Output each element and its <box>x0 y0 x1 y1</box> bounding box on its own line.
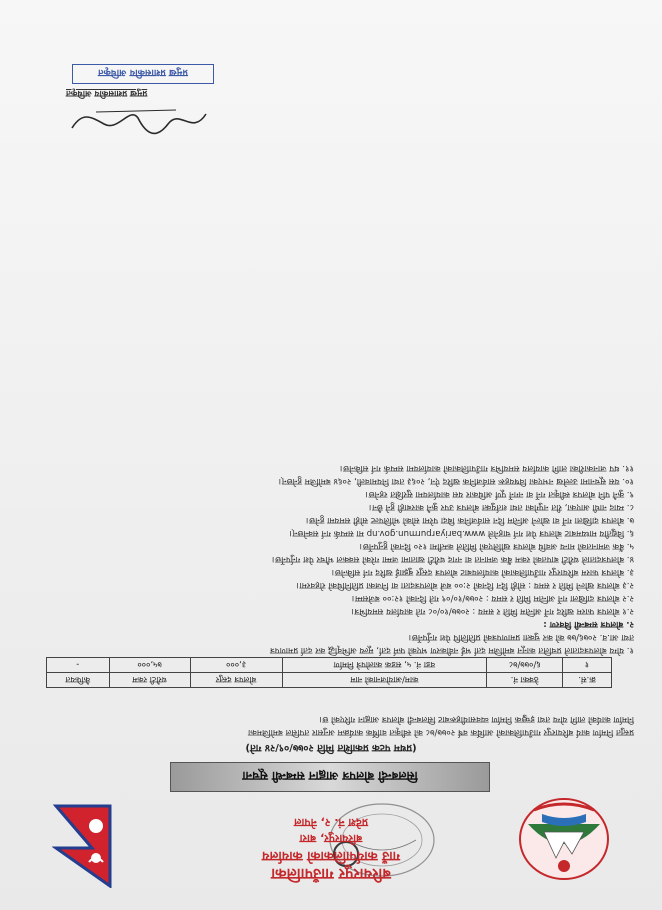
table-header-cell: काम/आयोजनाको नाम <box>282 673 487 688</box>
org-line-3: बरियारपुर, बारा <box>299 832 363 845</box>
org-line-4: प्रदेश नं. २, नेपाल <box>294 816 368 829</box>
office-header <box>40 814 622 884</box>
nepal-flag-icon <box>52 804 114 888</box>
table-cell: ७५,००० <box>109 658 190 673</box>
condition-line: २.३ बोलपत्र खोल्ने मिति र समय : सोही दिन दिनको २:०० बजे बोलपत्रदाता वा निजका प्रतिनिधिको रोहवरमा। <box>296 580 634 590</box>
condition-line: ५. बैंक जमानतको मान्य अवधि बोलपत्र खोलिएको मितिले कम्तीमा १२० दिनको हुनुपर्नेछ। <box>359 541 634 551</box>
table-header-cell: बोलपत्र दस्तुर <box>190 673 282 688</box>
intro-line: निर्माण कार्यको लागि योग्य तथा इच्छुक निर्माण व्यवसायीहरूबाट सिलबन्दी बोलपत्र आह्वान गरिएको छ। <box>319 714 634 724</box>
intro-line: प्रस्तुत निर्माण कार्य बरियारपुर गाउँपालिकाको आर्थिक वर्ष २०७७/७८ को स्वीकृत वार्षिक कार्यक्रम अनुसार तपसिल बमोजिमका <box>248 727 634 737</box>
table-cell: वडा नं. ५, सडक कालोपत्रे निर्माण <box>282 658 487 673</box>
condition-heading: २. बोलपत्र सम्बन्धी विवरण : <box>543 619 634 629</box>
org-line-2: गाउँ कार्यपालिकाको कार्यालय <box>262 848 400 863</box>
conditions-body <box>28 461 634 656</box>
condition-line: ४. बोलपत्रदाताले धरौटी बापतको रकम बैंक जमानत वा नगद धरौटी खातामा जम्मा गरेको सक्कल भौचर पेश गर्नुपर्नेछ। <box>271 554 634 564</box>
condition-line: १. योग्य बोलपत्रदाताले प्रचलित कानून बमोजिम दर्ता भई नवीकरण भएको फर्म दर्ता, मूल्य अभिवृद्धि कर दर्ता प्रमाणपत्र <box>269 645 634 655</box>
signatory-title: प्रमुख प्रशासकीय अधिकृत <box>66 88 148 98</box>
table-row <box>47 658 612 673</box>
table-header-row <box>47 673 612 688</box>
table-header-cell: कैफियत <box>47 673 110 688</box>
condition-line: १०. यस सूचनामा उल्लेख नभएका विषयहरू सार्वजनिक खरिद ऐन, २०६३ तथा नियमावली, २०६४ बमोजिम हुनेछन्। <box>278 476 634 486</box>
designation-stamp: प्रमुख प्रशासकीय अधिकृत <box>72 64 214 84</box>
notice-title: सिलबन्दी बोलपत्र आह्वान सम्बन्धी सूचना <box>170 762 490 792</box>
table-cell: - <box>47 658 110 673</box>
condition-line: ९. कुनै पनि बोलपत्र स्वीकृत गर्ने वा नगर्ने पूर्ण अधिकार यस कार्यालयमा सुरक्षित रहनेछ। <box>365 489 634 499</box>
handwritten-signature-icon <box>66 102 216 142</box>
condition-line: २.१ बोलपत्र फारम खरिद गर्ने अन्तिम मिति र समय : २०७७/१०/०८ गते कार्यालय समयभित्र। <box>351 606 634 616</box>
condition-line: ११. थप जानकारीका लागि कार्यालय समयभित्र गाउँपालिकाको कार्यालयमा सम्पर्क गर्न सकिनेछ। <box>339 463 634 473</box>
table-header-cell: क्र.सं. <box>562 673 611 688</box>
table-header-cell: धरौटी रकम <box>109 673 190 688</box>
table-cell: १ <box>562 658 611 673</box>
table-header-cell: ठेक्का नं. <box>487 673 563 688</box>
condition-line: ८. म्याद नाघी आएका, रीत नपुगेका तथा शर्तयुक्त बोलपत्र उपर कुनै कारबाही हुने छैन। <box>368 502 634 512</box>
publication-date: (प्रथम पटक प्रकाशित मिति २०७७/०९/२४ गते) <box>245 742 417 753</box>
condition-line: ७. बोलपत्र दाखिला गर्ने वा खोल्ने अन्तिम दिन सार्वजनिक बिदा परेमा सोको भोलिपल्ट सोही समयमा हुनेछ। <box>305 515 634 525</box>
org-line-1: बरियारपुर गाउँपालिका <box>271 865 391 883</box>
bid-details-table <box>46 657 612 688</box>
table-cell: ३,००० <box>190 658 282 673</box>
condition-line: ६. विद्युतीय माध्यमबाट बोलपत्र पेश गर्न चाहनेले www.bariyarpurmun.gov.np मा सम्पर्क गर्न सक्नेछन्। <box>289 528 634 538</box>
intro-paragraph <box>28 712 634 738</box>
condition-line: ३. बोलपत्र फारम बरियारपुर गाउँपालिकाको कार्यालयबाट बोलपत्र दस्तुर बुझाई खरिद गर्न सकिनेछ। <box>331 567 634 577</box>
table-cell: ६/०७७/७८ <box>487 658 563 673</box>
condition-line: २.२ बोलपत्र दाखिला गर्ने अन्तिम मिति र समय : २०७७/१०/०९ गते दिनको १२:०० बजेसम्म। <box>351 593 634 603</box>
condition-line: तथा आ.व. २०७६/७७ को कर चुक्ता प्रमाणपत्रको प्रतिलिपि पेश गर्नुपर्नेछ। <box>408 632 634 642</box>
